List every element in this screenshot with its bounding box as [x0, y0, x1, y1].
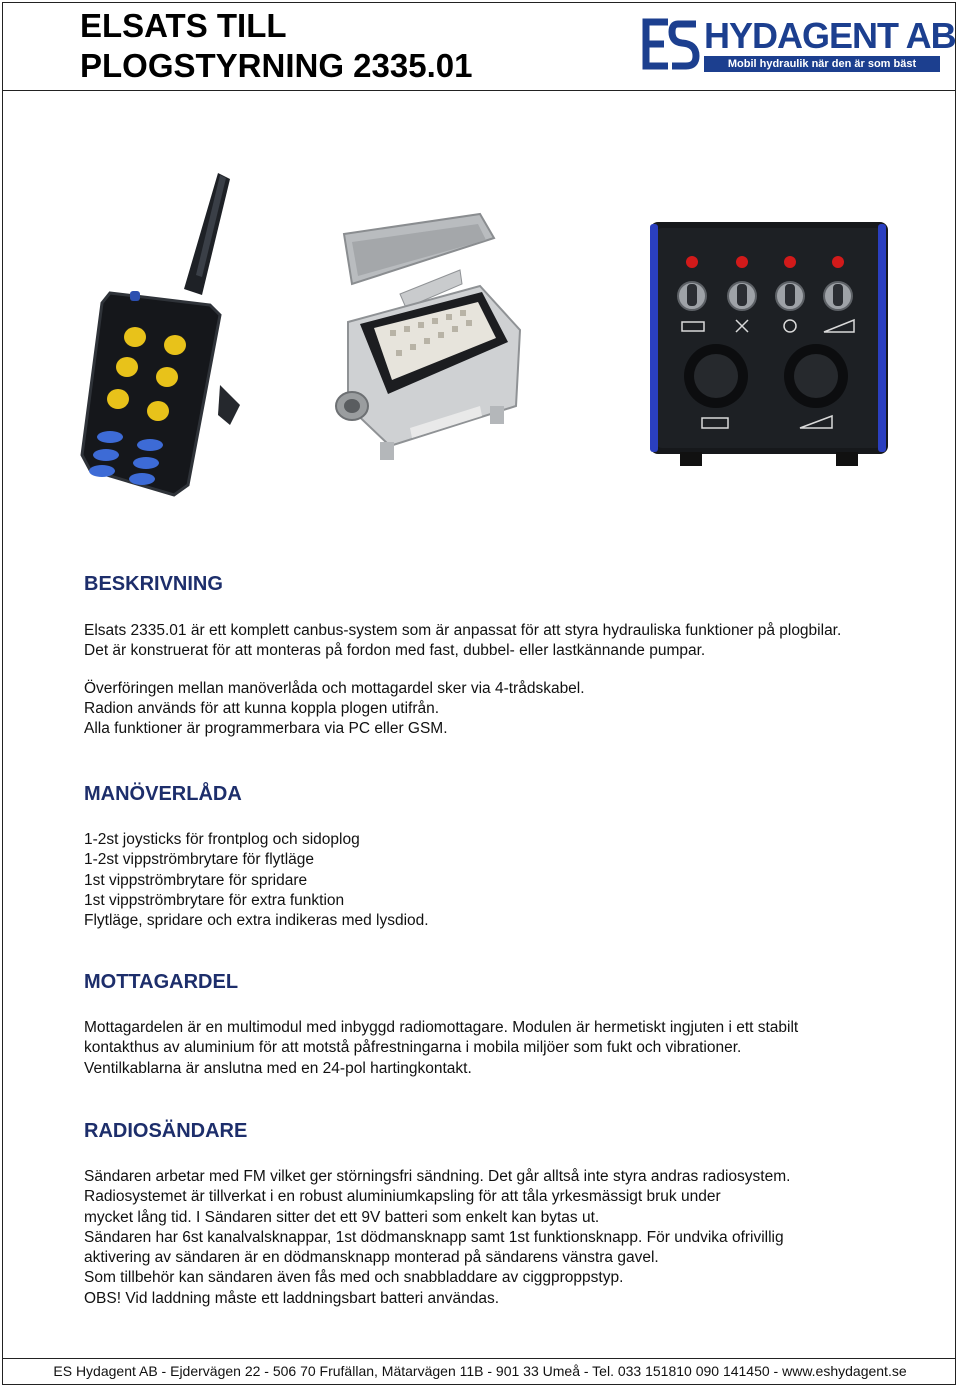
section-heading-manoverlada: MANÖVERLÅDA — [84, 783, 242, 805]
text-line: Ventilkablarna är anslutna med en 24-pol hartingkontakt. — [84, 1059, 472, 1077]
text-line: Som tillbehör kan sändaren även fås med och snabbladdare av ciggproppstyp. — [84, 1269, 624, 1287]
text-line: Elsats 2335.01 är ett komplett canbus-system som är anpassat för att styra hydrauliska funktioner på plogbilar. — [84, 622, 842, 639]
text-line: Flytläge, spridare och extra indikeras med lysdiod. — [84, 912, 429, 930]
text-line: 1st vippströmbrytare för spridare — [84, 871, 308, 889]
text-line: kontakthus av aluminium för att motstå påfrestningarna i mobila miljöer som fukt och vibrationer. — [84, 1039, 742, 1057]
header-divider — [2, 90, 956, 91]
section-heading-radiosandare: RADIOSÄNDARE — [84, 1120, 248, 1142]
radiosandare-text — [84, 1167, 790, 1309]
radio-transmitter-photo — [70, 165, 250, 505]
text-line: OBS! Vid laddning måste ett laddningsbart batteri användas. — [84, 1289, 500, 1307]
title-line-2: PLOGSTYRNING 2335.01 — [80, 47, 473, 84]
text-line: Alla funktioner är programmerbara via PC eller GSM. — [84, 720, 448, 738]
footer-divider — [2, 1358, 956, 1359]
text-line: Mottagardelen är en multimodul med inbyggd radiomottagare. Modulen är hermetiskt ingjuten i ett stabilt — [84, 1019, 799, 1036]
page-footer: ES Hydagent AB - Ejdervägen 22 - 506 70 Frufällan, Mätarvägen 11B - 901 33 Umeå - Tel. 033 151810 090 141450 - www.eshydagent.se — [53, 1363, 907, 1379]
text-line: 1st vippströmbrytare för extra funktion — [84, 891, 345, 909]
text-line: 1-2st vippströmbrytare för flytläge — [84, 851, 315, 869]
company-logo — [640, 14, 956, 76]
logo-tagline: Mobil hydraulik när den är som bäst — [704, 56, 940, 72]
text-line: Radiosystemet är tillverkat i en robust aluminiumkapsling för att tåla yrkesmässigt bruk under — [84, 1188, 721, 1206]
es-logo-mark — [640, 14, 700, 74]
section-heading-mottagardel: MOTTAGARDEL — [84, 971, 239, 993]
mottagardel-text — [84, 1018, 798, 1079]
text-line: Sändaren arbetar med FM vilket ger störningsfri sändning. Det går alltså inte styra andras radiosystem. — [84, 1168, 791, 1185]
manoverlada-text — [84, 830, 429, 931]
receiver-module-photo — [330, 210, 530, 470]
logo-company-name: HYDAGENT AB — [704, 15, 956, 56]
text-line: Överföringen mellan manöverlåda och mottagardel sker via 4-trådskabel. — [84, 679, 585, 697]
document-title — [80, 6, 472, 86]
text-line: Radion används för att kunna koppla plogen utifrån. — [84, 699, 440, 717]
text-line: aktivering av sändaren är en dödmansknapp monterad på sändarens vänstra gavel. — [84, 1249, 659, 1267]
title-line-1: ELSATS TILL — [80, 7, 287, 44]
beskrivning-text — [84, 621, 841, 739]
section-heading-beskrivning: BESKRIVNING — [84, 573, 223, 595]
control-box-photo — [640, 210, 900, 480]
text-line: mycket lång tid. I Sändaren sitter det ett 9V batteri som enkelt kan bytas ut. — [84, 1208, 600, 1226]
text-line: 1-2st joysticks för frontplog och sidoplog — [84, 831, 360, 848]
text-line: Det är konstruerat för att monteras på fordon med fast, dubbel- eller lastkännande pumpar. — [84, 642, 706, 660]
text-line: Sändaren har 6st kanalvalsknappar, 1st dödmansknapp samt 1st funktionsknapp. För undvika ofrivillig — [84, 1228, 784, 1246]
